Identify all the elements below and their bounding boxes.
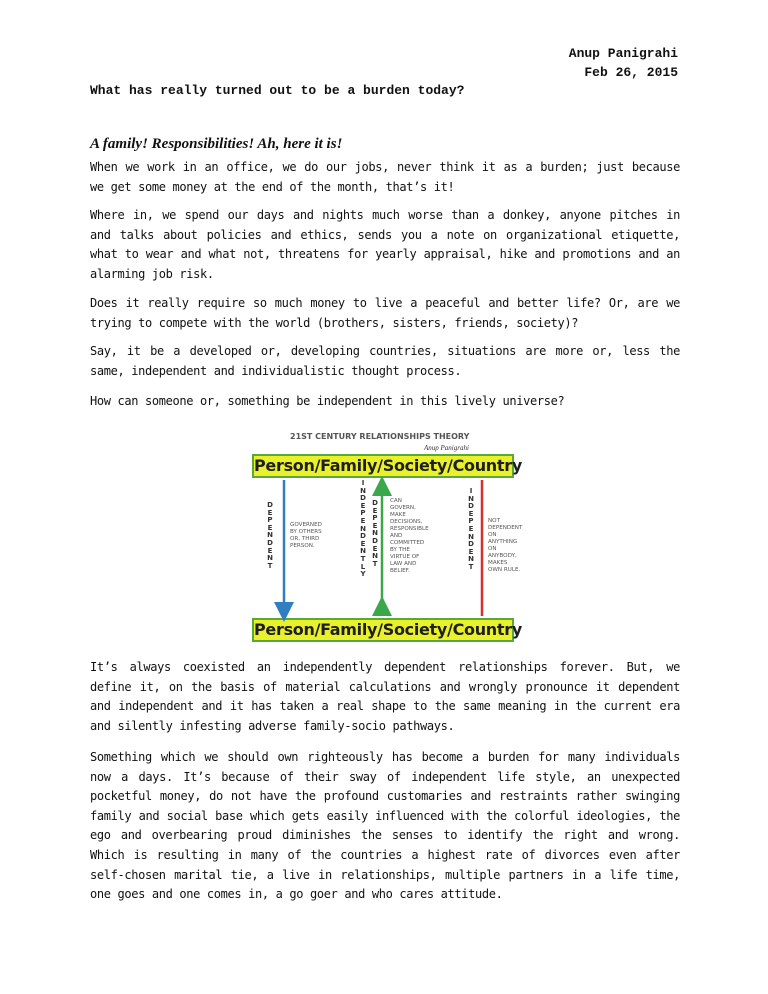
author-name: Anup Panigrahi [568, 46, 678, 61]
paragraph-6: It’s always coexisted an independently dependent relationships forever. But, we define it, on the basis of material calculations and wrongly pronounce it dependent and independent and it has taken a real shape to the same meaning in the current era and silently infesting adverse family-socio pathways. [90, 660, 680, 733]
note-interdependent: CAN GOVERN, MAKE DECISIONS, RESPONSIBLE AND COMMITTED BY THE VIRTUE OF LAW AND BELIEF. [390, 498, 429, 574]
paragraph-7: Something which we should own righteously has become a burden for many individuals now a days. It’s because of their sway of independent life style, an unexpected pocketful money, do not have the profound customaries and restraints rather swinging family and social base which gets easily influenced with the colorful ideologies, the ego and overbearing proud diminishes the senses to identify the right and wrong. Which is resulting in many of the countries a highest rate of divorces even after self-chosen marital tie, a live in relationships, multiple partners in a life time, one goes and one comes in, a go goer and who cares attitude. [90, 750, 680, 902]
paragraph-2: Where in, we spend our days and nights much worse than a donkey, anyone pitches in and talks about policies and ethics, sends you a note on organizational etiquette, what to wear and what not, threatens for yearly appraisal, hike and promotions and an alarming job risk. [90, 208, 680, 281]
paragraph-3: Does it really require so much money to live a peaceful and better life? Or, are we trying to compete with the world (brothers, sisters, friends, society)? [90, 296, 680, 330]
diagram-title: 21ST CENTURY RELATIONSHIPS THEORY [290, 432, 470, 441]
diagram-bottom-box: Person/Family/Society/Country [252, 618, 514, 642]
document-subtitle: A family! Responsibilities! Ah, here it is! [90, 136, 343, 152]
document-title: What has really turned out to be a burden today? [90, 83, 465, 98]
paragraph-5: How can someone or, something be independent in this lively universe? [90, 394, 565, 408]
note-independent: NOT DEPENDENT ON ANYTHING ON ANYBODY, MAKES OWN RULE. [488, 518, 523, 573]
diagram-author: Anup Panigrahi [424, 444, 469, 452]
vertical-word-independent: I N D E P E N D E N T [468, 487, 474, 571]
vertical-word-independently: I N D E P E N D E N T L Y [360, 479, 366, 579]
vertical-word-dependent-2: D E P E N D E N T [372, 499, 378, 568]
paragraph-4: Say, it be a developed or, developing countries, situations are more or, less the same, independent and individualistic thought process. [90, 344, 680, 378]
note-dependent: GOVERNED BY OTHERS OR, THIRD PERSON. [290, 522, 322, 549]
vertical-word-dependent: D E P E N D E N T [267, 501, 273, 570]
document-date: Feb 26, 2015 [584, 65, 678, 80]
paragraph-1: When we work in an office, we do our jobs, never think it as a burden; just because we get some money at the end of the month, that’s it! [90, 160, 680, 194]
diagram-top-box: Person/Family/Society/Country [252, 454, 514, 478]
relationships-theory-diagram [236, 430, 532, 646]
